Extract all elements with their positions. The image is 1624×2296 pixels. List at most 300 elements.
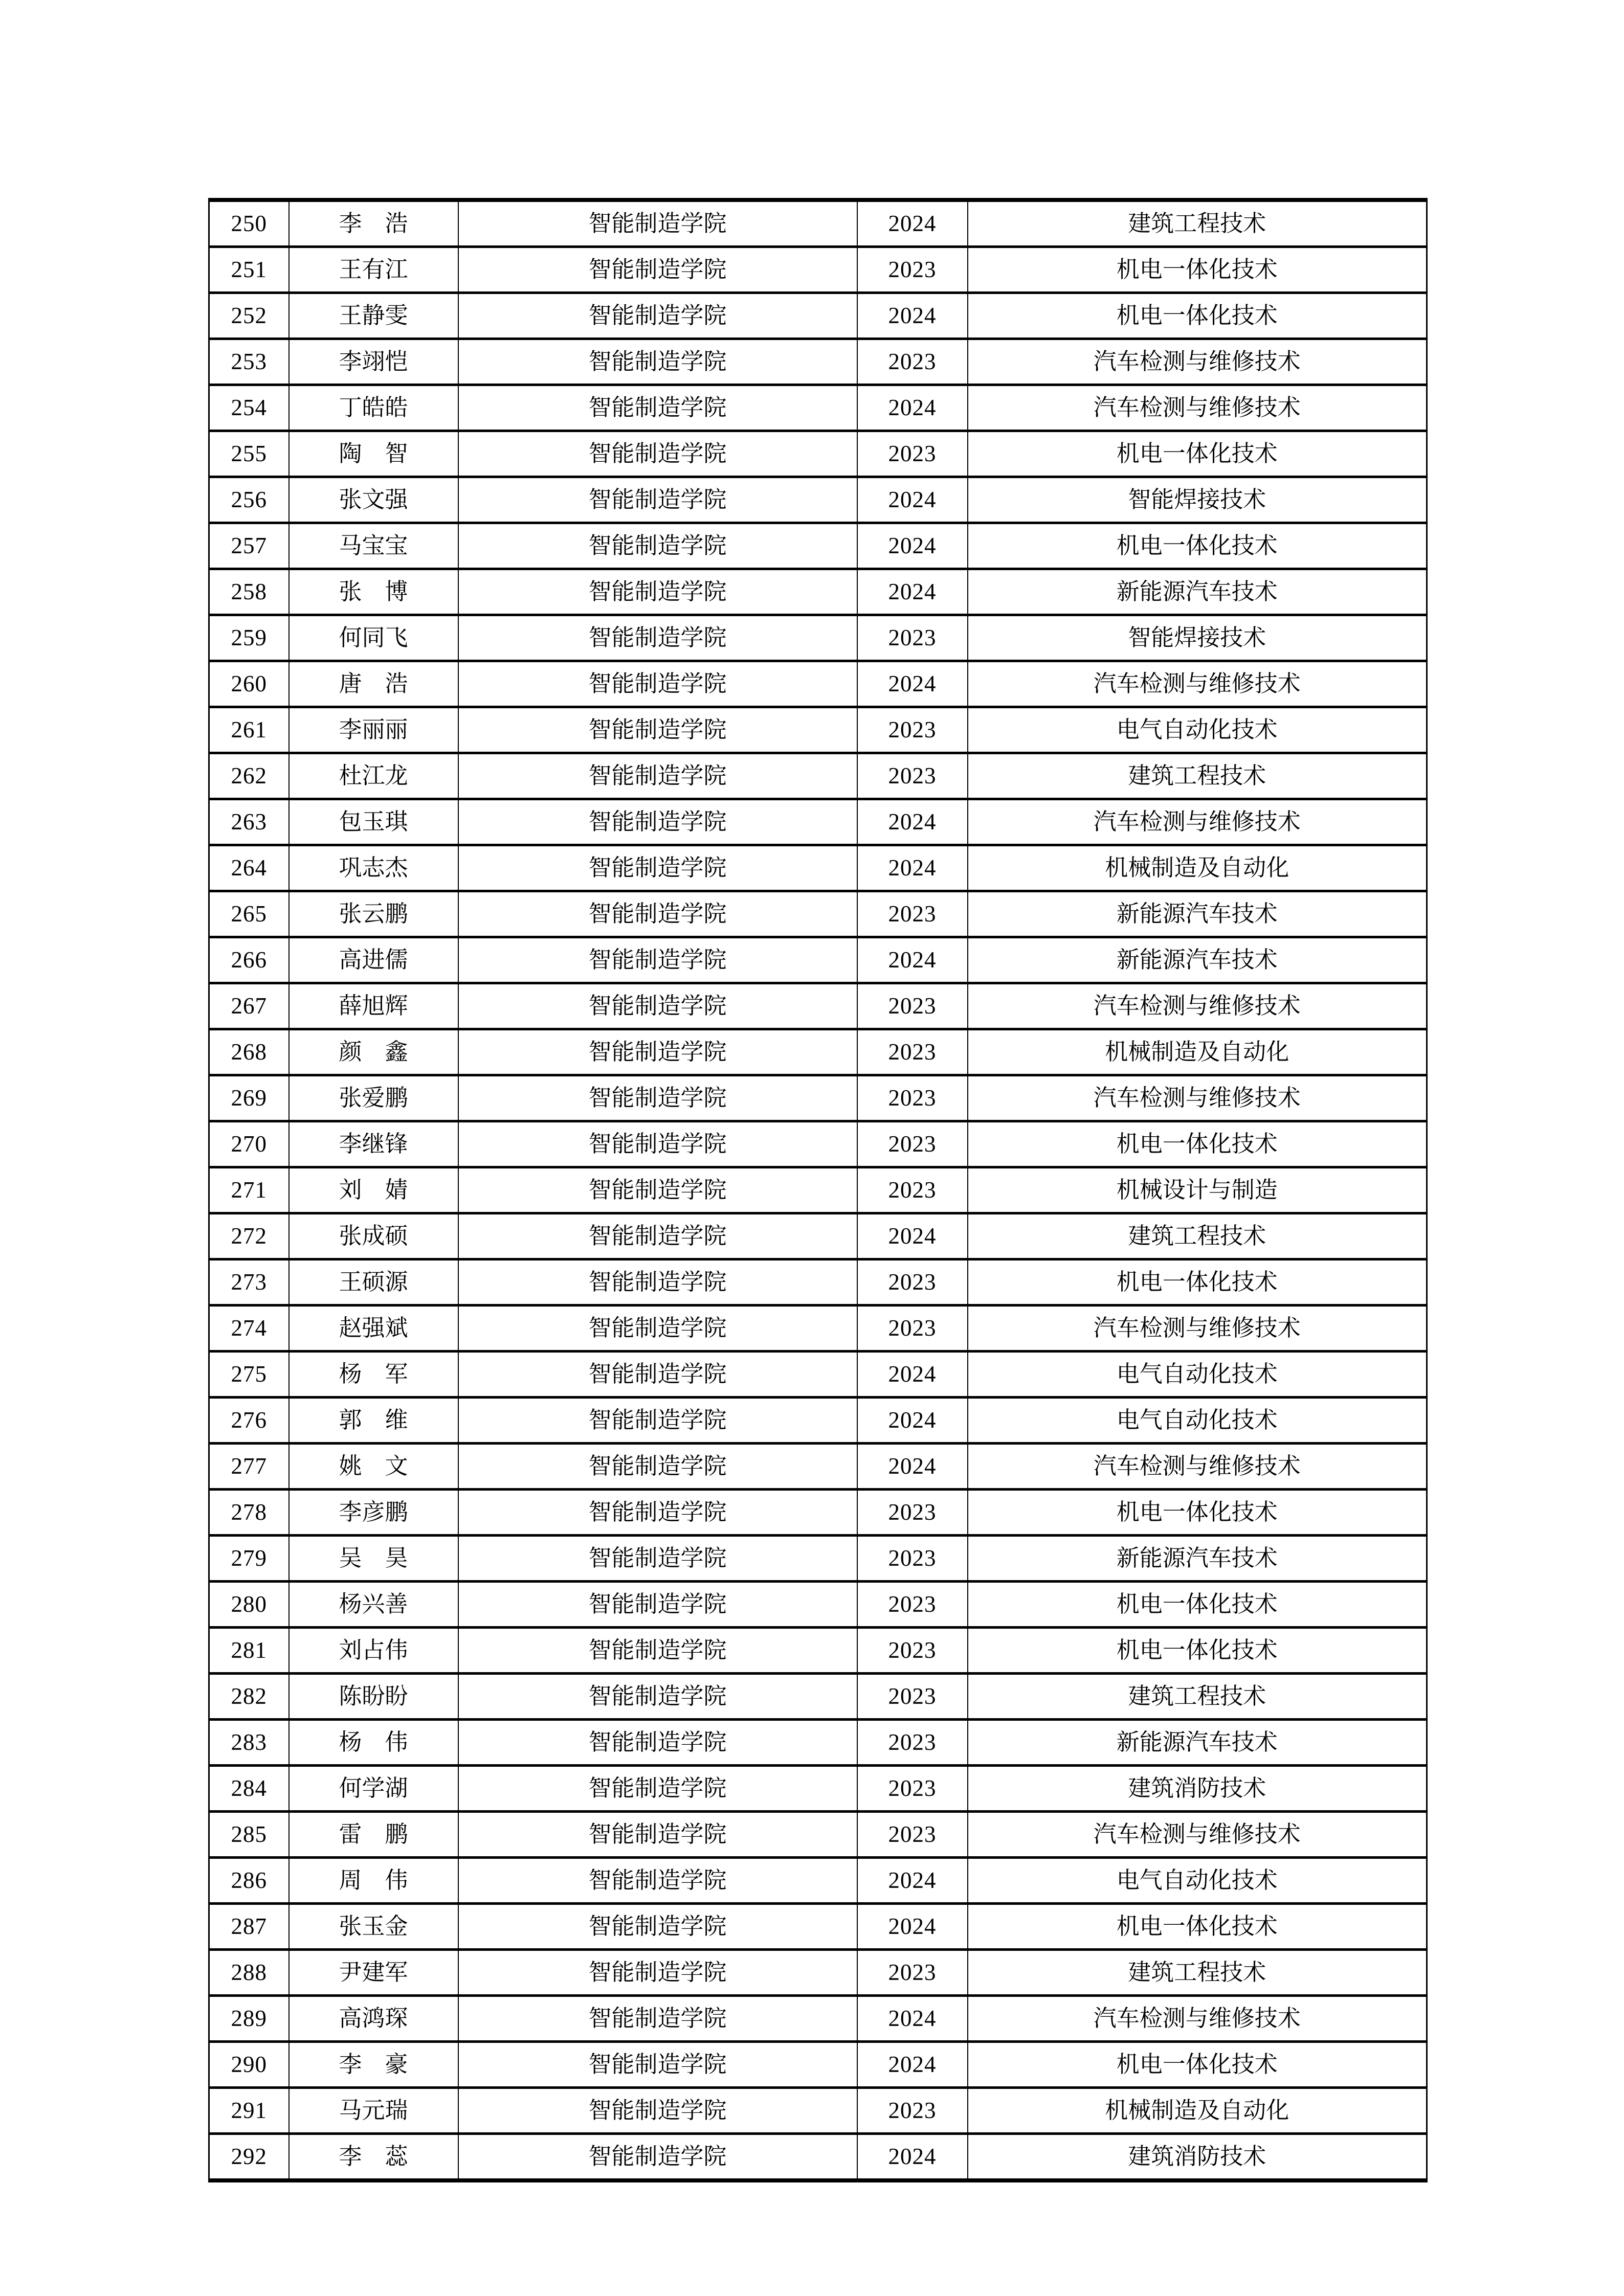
college-cell: 智能制造学院 — [458, 1720, 857, 1766]
table-row — [209, 1398, 1427, 1444]
table-row — [209, 1029, 1427, 1075]
row-number-cell: 291 — [209, 2088, 289, 2134]
college-cell: 智能制造学院 — [458, 385, 857, 431]
enrollment-year-cell: 2024 — [857, 1996, 968, 2042]
major-cell: 智能焊接技术 — [968, 615, 1427, 661]
enrollment-year-cell: 2023 — [857, 339, 968, 385]
enrollment-year-cell: 2023 — [857, 1720, 968, 1766]
college-cell: 智能制造学院 — [458, 2134, 857, 2181]
row-number-cell: 289 — [209, 1996, 289, 2042]
table-row — [209, 2042, 1427, 2088]
student-name-cell — [289, 339, 458, 385]
major-cell: 电气自动化技术 — [968, 1398, 1427, 1444]
table-row — [209, 1720, 1427, 1766]
student-name-text: 陶智 — [339, 440, 408, 466]
major-cell: 机电一体化技术 — [968, 1121, 1427, 1167]
college-cell: 智能制造学院 — [458, 707, 857, 753]
row-number-cell: 250 — [209, 200, 289, 247]
enrollment-year-cell: 2023 — [857, 753, 968, 799]
college-cell: 智能制造学院 — [458, 1950, 857, 1996]
row-number-cell: 273 — [209, 1259, 289, 1305]
college-cell: 智能制造学院 — [458, 1674, 857, 1720]
student-name-text: 赵强斌 — [339, 1315, 408, 1341]
major-cell: 新能源汽车技术 — [968, 569, 1427, 615]
major-cell: 建筑工程技术 — [968, 1950, 1427, 1996]
student-name-text: 杨军 — [339, 1361, 408, 1387]
student-name-cell — [289, 707, 458, 753]
row-number-cell: 277 — [209, 1444, 289, 1490]
row-number-cell: 254 — [209, 385, 289, 431]
table-row — [209, 1490, 1427, 1536]
enrollment-year-cell: 2023 — [857, 1582, 968, 1628]
enrollment-year-cell: 2023 — [857, 1121, 968, 1167]
table-row — [209, 1121, 1427, 1167]
student-name-text: 王静雯 — [339, 302, 408, 328]
college-cell: 智能制造学院 — [458, 891, 857, 937]
row-number-cell: 292 — [209, 2134, 289, 2181]
college-cell: 智能制造学院 — [458, 983, 857, 1029]
student-name-cell — [289, 1904, 458, 1950]
row-number-cell: 256 — [209, 477, 289, 523]
college-cell: 智能制造学院 — [458, 661, 857, 707]
enrollment-year-cell: 2024 — [857, 845, 968, 891]
table-row — [209, 937, 1427, 983]
student-name-text: 丁皓皓 — [339, 394, 408, 420]
major-cell: 建筑工程技术 — [968, 200, 1427, 247]
row-number-cell: 275 — [209, 1352, 289, 1398]
table-row — [209, 2134, 1427, 2181]
student-name-cell — [289, 753, 458, 799]
student-name-text: 张云鹏 — [339, 901, 408, 927]
enrollment-year-cell: 2023 — [857, 1305, 968, 1352]
table-row — [209, 477, 1427, 523]
row-number-cell: 290 — [209, 2042, 289, 2088]
student-name-cell — [289, 1536, 458, 1582]
student-name-cell — [289, 293, 458, 339]
enrollment-year-cell: 2023 — [857, 707, 968, 753]
enrollment-year-cell: 2024 — [857, 477, 968, 523]
college-cell: 智能制造学院 — [458, 1490, 857, 1536]
student-name-cell — [289, 1996, 458, 2042]
major-cell: 电气自动化技术 — [968, 707, 1427, 753]
student-name-text: 陈盼盼 — [339, 1683, 408, 1709]
student-name-cell — [289, 1259, 458, 1305]
major-cell: 电气自动化技术 — [968, 1858, 1427, 1904]
table-row — [209, 293, 1427, 339]
row-number-cell: 253 — [209, 339, 289, 385]
college-cell: 智能制造学院 — [458, 1305, 857, 1352]
student-name-text: 杜江龙 — [339, 762, 408, 789]
enrollment-year-cell: 2023 — [857, 891, 968, 937]
enrollment-year-cell: 2023 — [857, 1628, 968, 1674]
enrollment-year-cell: 2024 — [857, 1352, 968, 1398]
college-cell: 智能制造学院 — [458, 2042, 857, 2088]
college-cell: 智能制造学院 — [458, 1582, 857, 1628]
student-name-cell — [289, 1582, 458, 1628]
college-cell: 智能制造学院 — [458, 200, 857, 247]
enrollment-year-cell: 2024 — [857, 2042, 968, 2088]
student-name-cell — [289, 200, 458, 247]
student-name-cell — [289, 1352, 458, 1398]
enrollment-year-cell: 2023 — [857, 983, 968, 1029]
college-cell: 智能制造学院 — [458, 937, 857, 983]
major-cell: 建筑消防技术 — [968, 2134, 1427, 2181]
student-name-text: 马宝宝 — [339, 532, 408, 558]
student-name-text: 巩志杰 — [339, 854, 408, 881]
college-cell: 智能制造学院 — [458, 569, 857, 615]
student-name-cell — [289, 1490, 458, 1536]
table-row — [209, 1582, 1427, 1628]
major-cell: 机械设计与制造 — [968, 1167, 1427, 1213]
student-name-text: 郭维 — [339, 1407, 408, 1433]
table-row — [209, 1766, 1427, 1812]
student-name-text: 唐浩 — [339, 670, 408, 696]
enrollment-year-cell: 2024 — [857, 1213, 968, 1259]
major-cell: 机电一体化技术 — [968, 293, 1427, 339]
college-cell: 智能制造学院 — [458, 1766, 857, 1812]
student-name-text: 颜鑫 — [339, 1039, 408, 1065]
table-row — [209, 1858, 1427, 1904]
major-cell: 机电一体化技术 — [968, 247, 1427, 293]
table-row — [209, 431, 1427, 477]
major-cell: 机电一体化技术 — [968, 1628, 1427, 1674]
row-number-cell: 282 — [209, 1674, 289, 1720]
row-number-cell: 285 — [209, 1812, 289, 1858]
enrollment-year-cell: 2023 — [857, 1490, 968, 1536]
student-name-cell — [289, 615, 458, 661]
table-row — [209, 200, 1427, 247]
row-number-cell: 270 — [209, 1121, 289, 1167]
enrollment-year-cell: 2023 — [857, 1674, 968, 1720]
college-cell: 智能制造学院 — [458, 339, 857, 385]
major-cell: 建筑工程技术 — [968, 753, 1427, 799]
student-name-cell — [289, 477, 458, 523]
college-cell: 智能制造学院 — [458, 1996, 857, 2042]
row-number-cell: 261 — [209, 707, 289, 753]
major-cell: 新能源汽车技术 — [968, 891, 1427, 937]
enrollment-year-cell: 2024 — [857, 385, 968, 431]
table-row — [209, 661, 1427, 707]
row-number-cell: 258 — [209, 569, 289, 615]
student-name-text: 薛旭辉 — [339, 993, 408, 1019]
student-name-text: 李继锋 — [339, 1131, 408, 1157]
table-row — [209, 753, 1427, 799]
college-cell: 智能制造学院 — [458, 1858, 857, 1904]
student-name-cell — [289, 2134, 458, 2181]
major-cell: 机电一体化技术 — [968, 523, 1427, 569]
student-name-cell — [289, 1305, 458, 1352]
student-name-cell — [289, 2088, 458, 2134]
student-name-cell — [289, 1029, 458, 1075]
enrollment-year-cell: 2023 — [857, 1766, 968, 1812]
table-row — [209, 1075, 1427, 1121]
major-cell: 机电一体化技术 — [968, 1259, 1427, 1305]
row-number-cell: 262 — [209, 753, 289, 799]
enrollment-year-cell: 2023 — [857, 1029, 968, 1075]
college-cell: 智能制造学院 — [458, 1259, 857, 1305]
table-row — [209, 1812, 1427, 1858]
student-name-cell — [289, 1167, 458, 1213]
college-cell: 智能制造学院 — [458, 1075, 857, 1121]
student-name-cell — [289, 1950, 458, 1996]
row-number-cell: 288 — [209, 1950, 289, 1996]
row-number-cell: 257 — [209, 523, 289, 569]
table-row — [209, 385, 1427, 431]
college-cell: 智能制造学院 — [458, 753, 857, 799]
enrollment-year-cell: 2024 — [857, 799, 968, 845]
student-name-text: 张成硕 — [339, 1223, 408, 1249]
college-cell: 智能制造学院 — [458, 1352, 857, 1398]
major-cell: 新能源汽车技术 — [968, 937, 1427, 983]
enrollment-year-cell: 2023 — [857, 615, 968, 661]
enrollment-year-cell: 2024 — [857, 2134, 968, 2181]
table-row — [209, 1536, 1427, 1582]
table-row — [209, 1950, 1427, 1996]
row-number-cell: 251 — [209, 247, 289, 293]
student-name-text: 张玉金 — [339, 1913, 408, 1939]
college-cell: 智能制造学院 — [458, 523, 857, 569]
student-name-text: 王有江 — [339, 256, 408, 282]
college-cell: 智能制造学院 — [458, 1444, 857, 1490]
enrollment-year-cell: 2024 — [857, 293, 968, 339]
enrollment-year-cell: 2023 — [857, 431, 968, 477]
student-name-text: 高鸿琛 — [339, 2005, 408, 2031]
student-name-cell — [289, 1121, 458, 1167]
student-name-text: 刘占伟 — [339, 1637, 408, 1663]
student-name-cell — [289, 1398, 458, 1444]
student-name-text: 姚文 — [339, 1453, 408, 1479]
enrollment-year-cell: 2024 — [857, 1858, 968, 1904]
row-number-cell: 260 — [209, 661, 289, 707]
major-cell: 汽车检测与维修技术 — [968, 339, 1427, 385]
major-cell: 汽车检测与维修技术 — [968, 983, 1427, 1029]
college-cell: 智能制造学院 — [458, 1213, 857, 1259]
college-cell: 智能制造学院 — [458, 1167, 857, 1213]
row-number-cell: 267 — [209, 983, 289, 1029]
major-cell: 机电一体化技术 — [968, 1582, 1427, 1628]
major-cell: 智能焊接技术 — [968, 477, 1427, 523]
major-cell: 汽车检测与维修技术 — [968, 799, 1427, 845]
college-cell: 智能制造学院 — [458, 431, 857, 477]
row-number-cell: 268 — [209, 1029, 289, 1075]
student-name-cell — [289, 1213, 458, 1259]
college-cell: 智能制造学院 — [458, 247, 857, 293]
college-cell: 智能制造学院 — [458, 615, 857, 661]
student-name-cell — [289, 1720, 458, 1766]
student-name-text: 李豪 — [339, 2051, 408, 2077]
student-name-text: 李蕊 — [339, 2143, 408, 2169]
student-name-text: 王硕源 — [339, 1269, 408, 1295]
row-number-cell: 266 — [209, 937, 289, 983]
row-number-cell: 278 — [209, 1490, 289, 1536]
row-number-cell: 281 — [209, 1628, 289, 1674]
table-row — [209, 707, 1427, 753]
student-name-text: 包玉琪 — [339, 808, 408, 835]
student-name-cell — [289, 1674, 458, 1720]
college-cell: 智能制造学院 — [458, 1029, 857, 1075]
major-cell: 建筑工程技术 — [968, 1213, 1427, 1259]
student-name-text: 杨兴善 — [339, 1591, 408, 1617]
major-cell: 新能源汽车技术 — [968, 1536, 1427, 1582]
major-cell: 电气自动化技术 — [968, 1352, 1427, 1398]
table-row — [209, 247, 1427, 293]
enrollment-year-cell: 2023 — [857, 247, 968, 293]
enrollment-year-cell: 2023 — [857, 1536, 968, 1582]
enrollment-year-cell: 2023 — [857, 1259, 968, 1305]
enrollment-year-cell: 2024 — [857, 200, 968, 247]
student-name-text: 何同飞 — [339, 624, 408, 650]
enrollment-year-cell: 2024 — [857, 569, 968, 615]
college-cell: 智能制造学院 — [458, 1398, 857, 1444]
table-row — [209, 1213, 1427, 1259]
table-row — [209, 799, 1427, 845]
row-number-cell: 265 — [209, 891, 289, 937]
row-number-cell: 284 — [209, 1766, 289, 1812]
row-number-cell: 259 — [209, 615, 289, 661]
student-name-cell — [289, 799, 458, 845]
student-name-cell — [289, 385, 458, 431]
table-row — [209, 339, 1427, 385]
enrollment-year-cell: 2024 — [857, 1904, 968, 1950]
college-cell: 智能制造学院 — [458, 1904, 857, 1950]
table-row — [209, 1996, 1427, 2042]
enrollment-year-cell: 2023 — [857, 1950, 968, 1996]
student-name-text: 何学湖 — [339, 1775, 408, 1801]
student-name-text: 雷鹏 — [339, 1821, 408, 1847]
student-name-cell — [289, 523, 458, 569]
major-cell: 机械制造及自动化 — [968, 2088, 1427, 2134]
table-row — [209, 891, 1427, 937]
table-row — [209, 845, 1427, 891]
student-name-text: 张博 — [339, 578, 408, 604]
student-name-cell — [289, 1858, 458, 1904]
table-row — [209, 1305, 1427, 1352]
row-number-cell: 272 — [209, 1213, 289, 1259]
table-row — [209, 1167, 1427, 1213]
student-name-text: 张爱鹏 — [339, 1085, 408, 1111]
major-cell: 机电一体化技术 — [968, 431, 1427, 477]
student-name-text: 高进儒 — [339, 947, 408, 973]
major-cell: 新能源汽车技术 — [968, 1720, 1427, 1766]
student-name-text: 李翊恺 — [339, 348, 408, 374]
table-row — [209, 615, 1427, 661]
student-roster-table — [208, 198, 1428, 2182]
enrollment-year-cell: 2024 — [857, 1444, 968, 1490]
table-row — [209, 1259, 1427, 1305]
student-name-text: 杨伟 — [339, 1729, 408, 1755]
student-name-text: 尹建军 — [339, 1959, 408, 1985]
student-name-cell — [289, 937, 458, 983]
major-cell: 建筑消防技术 — [968, 1766, 1427, 1812]
student-name-cell — [289, 431, 458, 477]
major-cell: 汽车检测与维修技术 — [968, 1075, 1427, 1121]
major-cell: 建筑工程技术 — [968, 1674, 1427, 1720]
major-cell: 汽车检测与维修技术 — [968, 661, 1427, 707]
student-name-cell — [289, 661, 458, 707]
row-number-cell: 287 — [209, 1904, 289, 1950]
student-name-cell — [289, 891, 458, 937]
row-number-cell: 286 — [209, 1858, 289, 1904]
row-number-cell: 255 — [209, 431, 289, 477]
row-number-cell: 269 — [209, 1075, 289, 1121]
college-cell: 智能制造学院 — [458, 845, 857, 891]
student-name-cell — [289, 1628, 458, 1674]
college-cell: 智能制造学院 — [458, 477, 857, 523]
student-name-text: 马元瑞 — [339, 2097, 408, 2123]
row-number-cell: 271 — [209, 1167, 289, 1213]
enrollment-year-cell: 2023 — [857, 1167, 968, 1213]
enrollment-year-cell: 2024 — [857, 523, 968, 569]
enrollment-year-cell: 2024 — [857, 1398, 968, 1444]
student-name-text: 李彦鹏 — [339, 1499, 408, 1525]
table-row — [209, 2088, 1427, 2134]
student-name-text: 张文强 — [339, 486, 408, 512]
student-name-cell — [289, 1766, 458, 1812]
major-cell: 汽车检测与维修技术 — [968, 1812, 1427, 1858]
row-number-cell: 263 — [209, 799, 289, 845]
student-name-text: 吴昊 — [339, 1545, 408, 1571]
student-name-text: 李丽丽 — [339, 716, 408, 742]
college-cell: 智能制造学院 — [458, 1121, 857, 1167]
student-name-text: 刘婧 — [339, 1177, 408, 1203]
table-row — [209, 1352, 1427, 1398]
major-cell: 汽车检测与维修技术 — [968, 1996, 1427, 2042]
major-cell: 机械制造及自动化 — [968, 1029, 1427, 1075]
enrollment-year-cell: 2024 — [857, 937, 968, 983]
student-name-cell — [289, 2042, 458, 2088]
student-name-cell — [289, 1075, 458, 1121]
row-number-cell: 264 — [209, 845, 289, 891]
major-cell: 机电一体化技术 — [968, 2042, 1427, 2088]
college-cell: 智能制造学院 — [458, 293, 857, 339]
enrollment-year-cell: 2023 — [857, 1075, 968, 1121]
major-cell: 汽车检测与维修技术 — [968, 1305, 1427, 1352]
row-number-cell: 280 — [209, 1582, 289, 1628]
college-cell: 智能制造学院 — [458, 799, 857, 845]
table-row — [209, 523, 1427, 569]
student-name-cell — [289, 983, 458, 1029]
row-number-cell: 252 — [209, 293, 289, 339]
row-number-cell: 274 — [209, 1305, 289, 1352]
major-cell: 机械制造及自动化 — [968, 845, 1427, 891]
table-row — [209, 1628, 1427, 1674]
table-row — [209, 1904, 1427, 1950]
student-name-text: 李浩 — [339, 210, 408, 236]
student-name-cell — [289, 1812, 458, 1858]
table-row — [209, 1444, 1427, 1490]
college-cell: 智能制造学院 — [458, 1536, 857, 1582]
table-row — [209, 983, 1427, 1029]
enrollment-year-cell: 2023 — [857, 2088, 968, 2134]
student-name-cell — [289, 845, 458, 891]
table-row — [209, 569, 1427, 615]
student-name-cell — [289, 247, 458, 293]
college-cell: 智能制造学院 — [458, 1628, 857, 1674]
table-row — [209, 1674, 1427, 1720]
row-number-cell: 283 — [209, 1720, 289, 1766]
enrollment-year-cell: 2023 — [857, 1812, 968, 1858]
student-name-text: 周伟 — [339, 1867, 408, 1893]
college-cell: 智能制造学院 — [458, 2088, 857, 2134]
major-cell: 机电一体化技术 — [968, 1904, 1427, 1950]
row-number-cell: 279 — [209, 1536, 289, 1582]
student-name-cell — [289, 1444, 458, 1490]
major-cell: 机电一体化技术 — [968, 1490, 1427, 1536]
major-cell: 汽车检测与维修技术 — [968, 385, 1427, 431]
college-cell: 智能制造学院 — [458, 1812, 857, 1858]
enrollment-year-cell: 2024 — [857, 661, 968, 707]
student-name-cell — [289, 569, 458, 615]
